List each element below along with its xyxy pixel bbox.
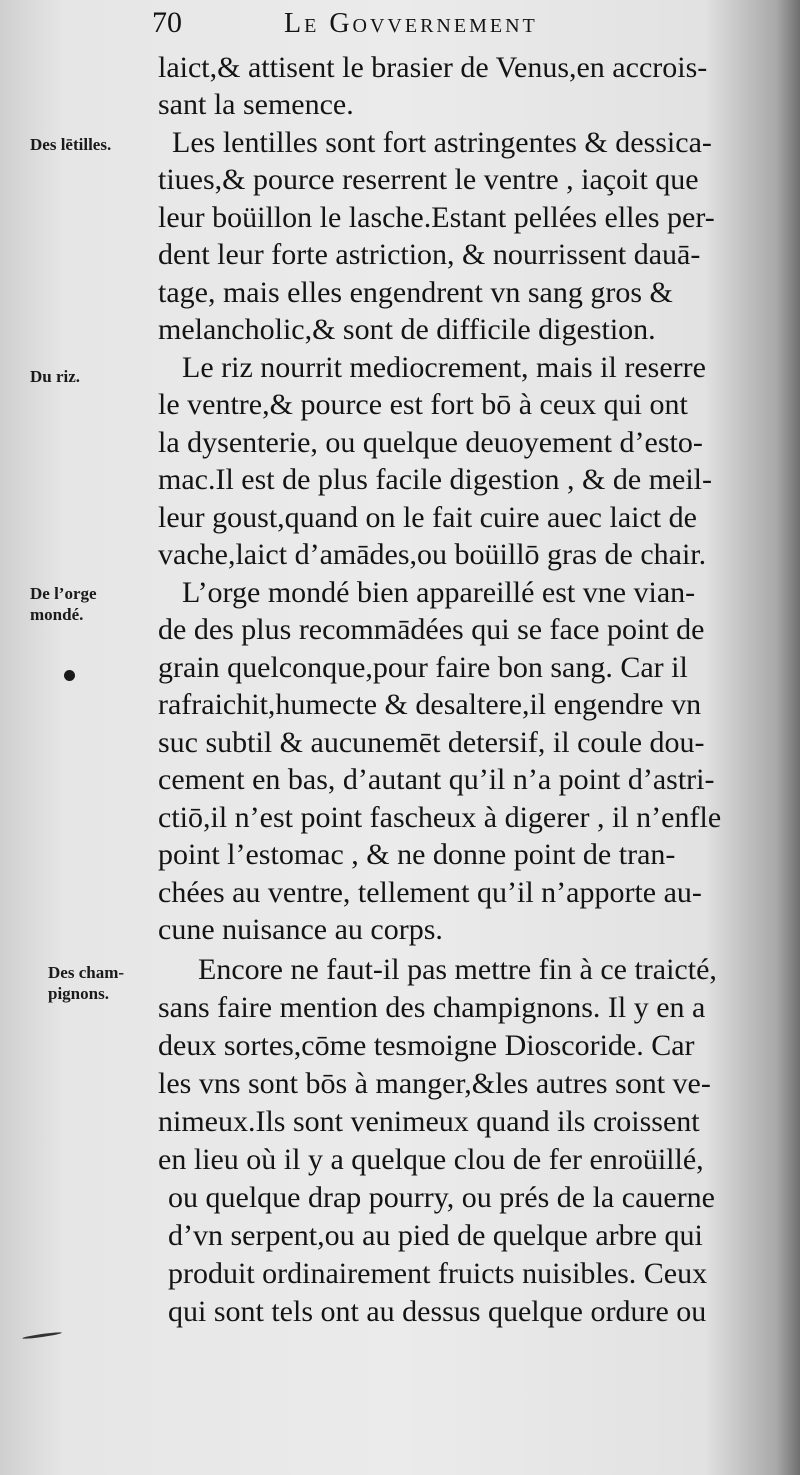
text-line: les vns sont bōs à manger,&les autres sont ve-: [158, 1067, 711, 1100]
text-line: mac.Il est de plus facile digestion , & de meil-: [158, 463, 713, 496]
text-line: leur goust,quand on le fait cuire auec laict de: [158, 501, 697, 534]
text-line: Encore ne faut-il pas mettre fin à ce traicté,: [198, 953, 717, 986]
main-text: [158, 0, 748, 1475]
running-head: Le Govvernement: [284, 8, 538, 39]
text-line: cement en bas, d’autant qu’il n’a point d’astri-: [158, 763, 715, 796]
text-line: le ventre,& pource est fort bō à ceux qui ont: [158, 388, 688, 421]
text-line: sant la semence.: [158, 88, 354, 121]
text-line: de des plus recommādées qui se face point de: [158, 613, 705, 646]
text-line: cune nuisance au corps.: [158, 913, 443, 946]
text-line: vache,laict d’amādes,ou boüillō gras de chair.: [158, 538, 707, 571]
text-line: laict,& attisent le brasier de Venus,en accrois-: [158, 51, 708, 84]
text-line: ctiō,il n’est point fascheux à digerer , il n’enfle: [158, 801, 722, 834]
text-line: melancholic,& sont de difficile digestion.: [158, 313, 656, 346]
text-line: Le riz nourrit mediocrement, mais il reserre: [182, 351, 706, 384]
text-line: ou quelque drap pourry, ou prés de la cauerne: [168, 1181, 716, 1214]
page-number: 70: [152, 6, 182, 39]
text-line: qui sont tels ont au dessus quelque ordure ou: [168, 1295, 707, 1328]
text-line: leur boüillon le lasche.Estant pellées elles per-: [158, 201, 715, 234]
margin-note-lentilles: Des lētilles.: [30, 135, 112, 154]
text-line: tiues,& pource reserrent le ventre , iaçoit que: [158, 163, 699, 196]
text-line: d’vn serpent,ou au pied de quelque arbre qui: [168, 1219, 703, 1252]
text-line: produit ordinairement fruicts nuisibles. Ceux: [168, 1257, 708, 1290]
margin-note-riz: Du riz.: [30, 367, 81, 386]
ink-blot-mark: [64, 670, 75, 681]
text-line: point l’estomac , & ne donne point de tran-: [158, 838, 676, 871]
text-line: grain quelconque,pour faire bon sang. Car il: [158, 651, 688, 684]
margin-note-orge-2: mondé.: [30, 605, 84, 624]
text-line: tage, mais elles engendrent vn sang gros &: [158, 276, 673, 309]
text-line: dent leur forte astriction, & nourrissent dauā-: [158, 238, 701, 271]
text-line: deux sortes,cōme tesmoigne Dioscoride. Car: [158, 1029, 695, 1062]
margin-note-champignons-2: pignons.: [48, 984, 109, 1003]
margin-note-orge-1: De l’orge: [30, 584, 97, 603]
text-line: sans faire mention des champignons. Il y en a: [158, 991, 706, 1024]
text-line: rafraichit,humecte & desaltere,il engendre vn: [158, 688, 702, 721]
text-line: en lieu où il y a quelque clou de fer enroüillé,: [158, 1143, 704, 1176]
text-line: suc subtil & aucunemēt detersif, il coule dou-: [158, 726, 705, 759]
text-line: la dysenterie, ou quelque deuoyement d’esto-: [158, 426, 703, 459]
text-line: nimeux.Ils sont venimeux quand ils croissent: [158, 1105, 700, 1138]
text-line: L’orge mondé bien appareillé est vne vian-: [182, 576, 696, 609]
margin-notes: [0, 0, 160, 1475]
text-line: Les lentilles sont fort astringentes & dessica-: [172, 126, 712, 159]
margin-note-champignons-1: Des cham-: [48, 963, 125, 982]
text-line: chées au ventre, tellement qu’il n’apporte au-: [158, 876, 702, 909]
